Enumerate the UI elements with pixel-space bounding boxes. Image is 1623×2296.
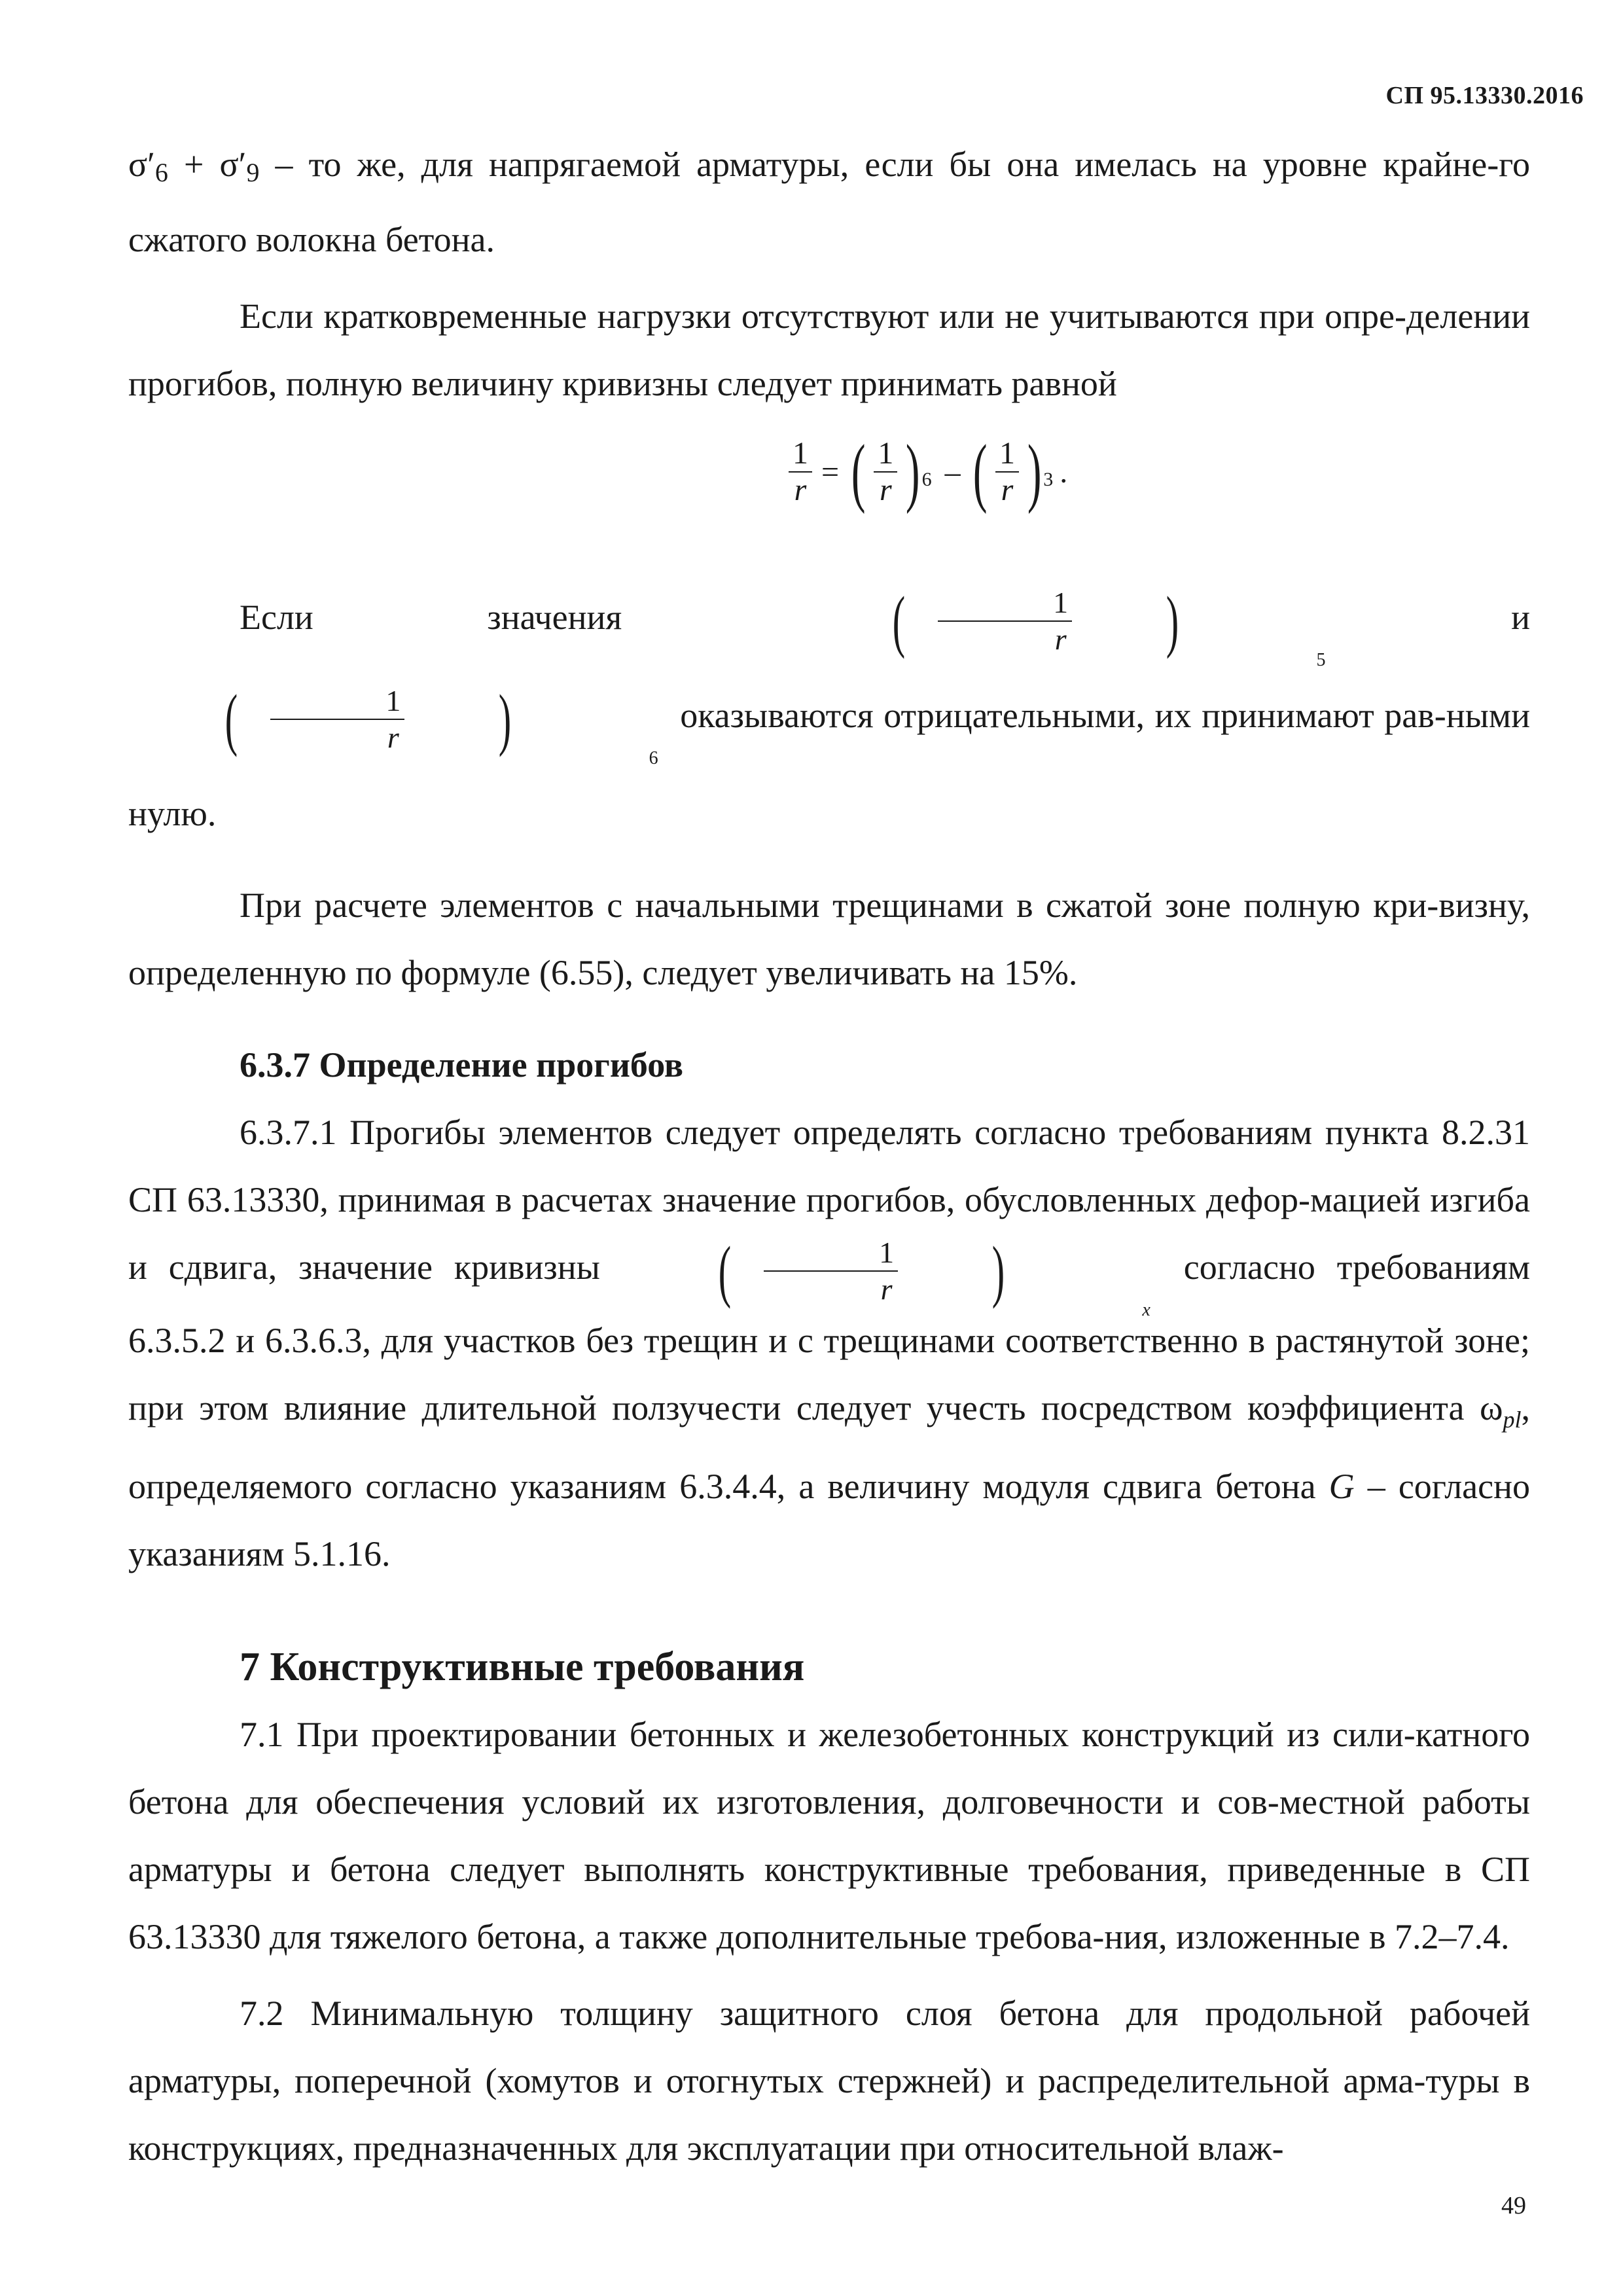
section-heading-6-3-7: 6.3.7 Определение прогибов [240,1045,684,1085]
paragraph-negative-values [128,568,1530,863]
sigma-symbol: σ [219,145,239,184]
paragraph-cracks: При расчете элементов с начальными трещинами в сжатой зоне полную кри-визну, определенную по формуле (6.55), следует увеличивать на 15%. [128,886,1530,992]
equals-sign: = [821,454,840,490]
formula-subscript: 6 [921,469,932,490]
shear-modulus-symbol: G [1329,1467,1355,1507]
fraction: $\frac{1}{r}$ [789,436,812,508]
formula-subscript: 3 [1043,469,1054,490]
sigma-subscript: 9 [246,158,260,187]
sigma-subscript: 6 [154,158,168,187]
paragraph-text: оказываются отрицательными, их принимают рав-ными нулю. [128,696,1531,833]
inline-fraction: ( $\frac{1}{r}$ ) 6 [224,680,658,768]
paragraph-sigma: σ′6 + σ′9 – то же, для напрягаемой арматуры, если бы она имелась на уровне крайне-го сжатого волокна бетона. [128,145,1530,259]
plus-sign: + [168,145,220,184]
formula-period: . [1060,454,1068,490]
page-body [128,131,1530,2182]
fraction: $\frac{1}{r}$ [995,436,1019,508]
paragraph-text: , определяемого согласно указаниям 6.3.4.4, а величину модуля сдвига бетона [128,1388,1530,1507]
omega-symbol: ω [1479,1388,1503,1427]
paragraph-text: согласно требованиям 6.3.5.2 и 6.3.6.3, для участков без трещин и с трещинами соответственно в растянутой зоне; при этом влияние длительной ползучести следует учесть посредством коэффициента [128,1247,1531,1427]
formula-curvature: $\frac{1}{r}$ = ( $\frac{1}{r}$ ) 6 – ( $\frac{1}{r}$ ) 3 . [128,418,1530,568]
paragraph-text: Если значения [240,598,622,637]
inline-fraction: ( $\frac{1}{r}$ ) 5 [892,582,1326,670]
paragraph-text: – согласно указаниям 5.1.16. [128,1467,1530,1574]
paragraph-text: и [1511,598,1530,637]
paragraph-text: 6.3.7.1 Прогибы элементов следует определять согласно требованиям пункта 8.2.31 СП 63.13330, принимая в расчетах значение прогибов, обусловленных дефор-мацией изгиба и сдвига, значение кривизны [128,1113,1530,1287]
paragraph-7-2: 7.2 Минимальную толщину защитного слоя бетона для продольной рабочей арматуры, поперечной (хомутов и отогнутых стержней) и распределительной арма-туры в конструкциях, предназначенных для эксплуатации при относительной влаж- [128,1994,1530,2168]
minus-sign: – [944,454,961,490]
section-heading-7: 7 Конструктивные требования [240,1645,805,1690]
inline-fraction: ( $\frac{1}{r}$ ) x [718,1232,1150,1320]
omega-subscript: pl [1503,1406,1522,1433]
document-code-header: СП 95.13330.2016 [1385,82,1584,109]
paragraph-7-1: 7.1 При проектировании бетонных и железобетонных конструкций из сили-катного бетона для обеспечения условий их изготовления, долговечности и сов-местной работы арматуры и бетона следует выполнять конструктивные требования, приведенные в СП 63.13330 для тяжелого бетона, а также дополнительные требова-ния, изложенные в 7.2–7.4. [128,1715,1530,1957]
paragraph-6-3-7-1 [128,1099,1530,1588]
paragraph-curvature: Если кратковременные нагрузки отсутствуют или не учитываются при опре-делении прогибов, полную величину кривизны следует принимать равной [128,296,1530,403]
fraction: $\frac{1}{r}$ [874,436,897,508]
sigma-symbol: σ [128,145,148,184]
paragraph-text: – то же, для напрягаемой арматуры, если бы она имелась на уровне крайне-го сжатого волокна бетона. [128,145,1530,259]
page-number: 49 [1501,2192,1526,2219]
